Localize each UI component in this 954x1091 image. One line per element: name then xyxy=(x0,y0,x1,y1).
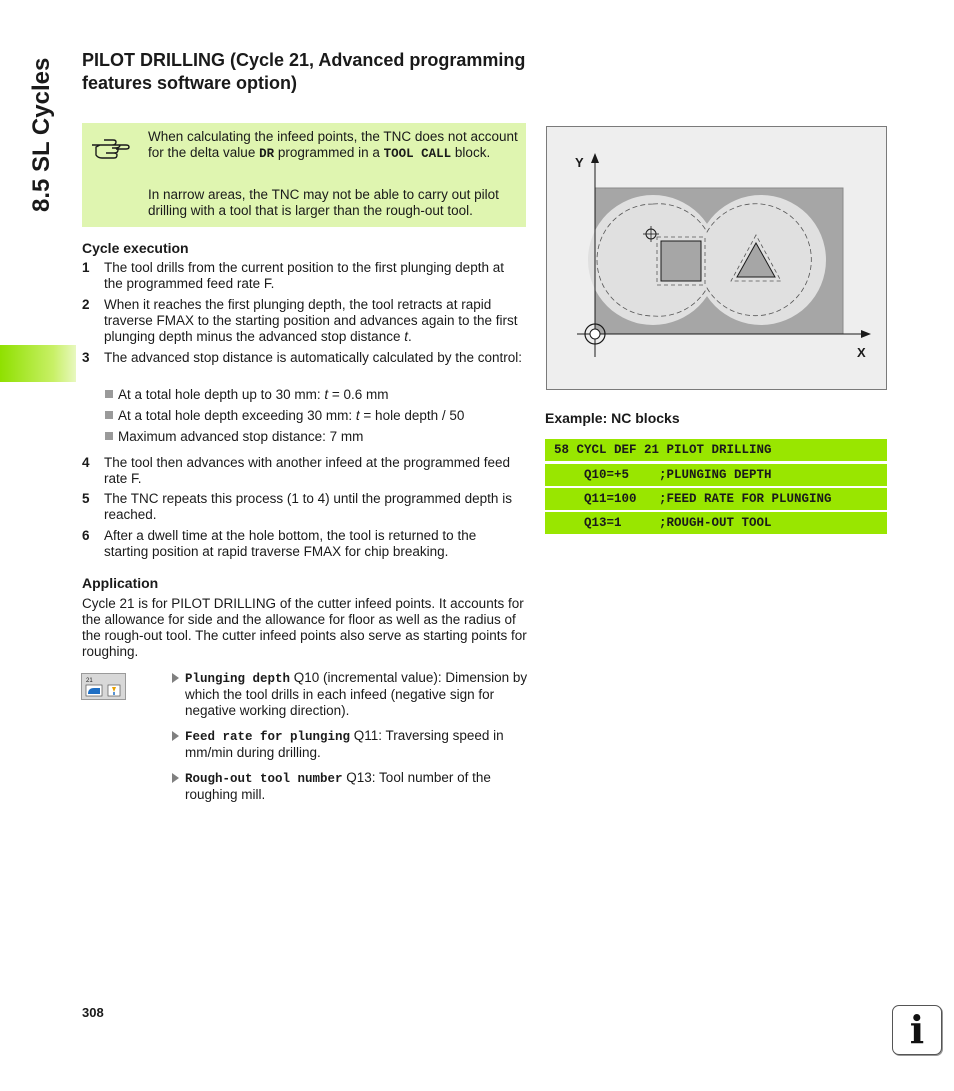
y-axis-label: Y xyxy=(575,155,584,170)
nc-block-line: Q11=100 ;FEED RATE FOR PLUNGING xyxy=(545,488,887,510)
step-text xyxy=(104,297,524,345)
nc-block-line: 58 CYCL DEF 21 PILOT DRILLING xyxy=(545,439,887,461)
step-text-part: . xyxy=(407,329,412,344)
note-text: When calculating the infeed points, the TNC does not account for the delta value xyxy=(148,129,518,160)
bullet-item xyxy=(105,408,464,424)
code-tool-call: TOOL CALL xyxy=(383,147,452,161)
application-heading: Application xyxy=(82,575,159,591)
application-text: Cycle 21 is for PILOT DRILLING of the cutter infeed points. It accounts for the allowance for side and the allowance for floor as well as the radius of the rough-out tool. The cutter infeed points also serve as starting points for roughing. xyxy=(82,596,527,659)
info-icon[interactable] xyxy=(892,1005,942,1055)
step-number: 5 xyxy=(82,491,90,506)
step-number: 3 xyxy=(82,350,90,365)
note-paragraph-2: In narrow areas, the TNC may not be able to carry out pilot drilling with a tool that is larger than the rough-out tool. xyxy=(148,187,499,218)
parameter-name: Rough-out tool number xyxy=(185,772,343,786)
pilot-drilling-softkey-icon[interactable] xyxy=(81,673,126,700)
bullet-text: At a total hole depth up to 30 mm: xyxy=(118,387,325,402)
triangle-bullet-icon xyxy=(172,673,179,683)
variable-t: t xyxy=(355,408,360,423)
step-text: The TNC repeats this process (1 to 4) until the programmed depth is reached. xyxy=(104,491,512,522)
bullet-item xyxy=(105,429,363,445)
x-axis-label: X xyxy=(857,345,866,360)
step-text: The tool drills from the current position to the first plunging depth at the programmed feed rate F. xyxy=(104,260,504,291)
bullet-square-icon xyxy=(105,411,113,419)
parameter-name: Plunging depth xyxy=(185,672,291,686)
bullet-text: At a total hole depth exceeding 30 mm: xyxy=(118,408,356,423)
pointing-hand-icon xyxy=(90,135,130,161)
bullet-text: Maximum advanced stop distance: 7 mm xyxy=(118,429,364,444)
note-text: programmed in a xyxy=(274,145,384,160)
nc-block-line: Q13=1 ;ROUGH-OUT TOOL xyxy=(545,512,887,534)
bullet-item xyxy=(105,387,389,403)
bullet-text: = 0.6 mm xyxy=(328,387,389,402)
bullet-square-icon xyxy=(105,432,113,440)
bullet-square-icon xyxy=(105,390,113,398)
bullet-text: = hole depth / 50 xyxy=(359,408,465,423)
code-dr: DR xyxy=(259,147,275,161)
step-number: 2 xyxy=(82,297,90,312)
note-text: block. xyxy=(451,145,491,160)
softkey-label: 21 xyxy=(86,678,93,684)
parameter-description: Q11: Traversing speed in mm/min during drilling. xyxy=(185,728,504,760)
variable-t: t xyxy=(404,329,408,344)
page-number: 308 xyxy=(82,1005,104,1020)
chapter-label: 8.5 SL Cycles xyxy=(28,57,55,212)
cycle-execution-heading: Cycle execution xyxy=(82,240,189,256)
pilot-drilling-diagram xyxy=(547,127,886,389)
variable-t: t xyxy=(324,387,329,402)
step-number: 6 xyxy=(82,528,90,543)
example-heading: Example: NC blocks xyxy=(545,410,680,426)
nc-block-line: Q10=+5 ;PLUNGING DEPTH xyxy=(545,464,887,486)
step-text: The advanced stop distance is automatically calculated by the control: xyxy=(104,350,522,365)
chapter-side-title xyxy=(24,50,64,220)
chapter-tab-marker xyxy=(0,345,76,382)
parameter-description: Q10 (incremental value): Dimension by which the tool drills in each infeed (negative sign for negative working direction). xyxy=(185,670,528,718)
parameter-text xyxy=(185,770,528,803)
step-number: 1 xyxy=(82,260,90,275)
pilot-drilling-figure xyxy=(546,126,887,390)
page-title: PILOT DRILLING (Cycle 21, Advanced programming features software option) xyxy=(82,50,526,93)
info-glyph: i xyxy=(909,1007,925,1052)
note-box xyxy=(82,123,526,227)
softkey-graphic-icon xyxy=(82,674,125,699)
triangle-bullet-icon xyxy=(172,731,179,741)
triangle-bullet-icon xyxy=(172,773,179,783)
step-text: After a dwell time at the hole bottom, the tool is returned to the starting position at rapid traverse FMAX for chip breaking. xyxy=(104,528,477,559)
parameter-name: Feed rate for plunging xyxy=(185,730,351,744)
parameter-text xyxy=(185,728,528,761)
step-text-part: When it reaches the first plunging depth, the tool retracts at rapid traverse FMAX to the starting position and advances again to the first plunging depth minus the advanced stop distance xyxy=(104,297,518,344)
parameter-description: Q13: Tool number of the roughing mill. xyxy=(185,770,491,802)
step-number: 4 xyxy=(82,455,90,470)
note-paragraph-1 xyxy=(148,129,518,162)
step-text: The tool then advances with another infeed at the programmed feed rate F. xyxy=(104,455,511,486)
parameter-text xyxy=(185,670,528,719)
